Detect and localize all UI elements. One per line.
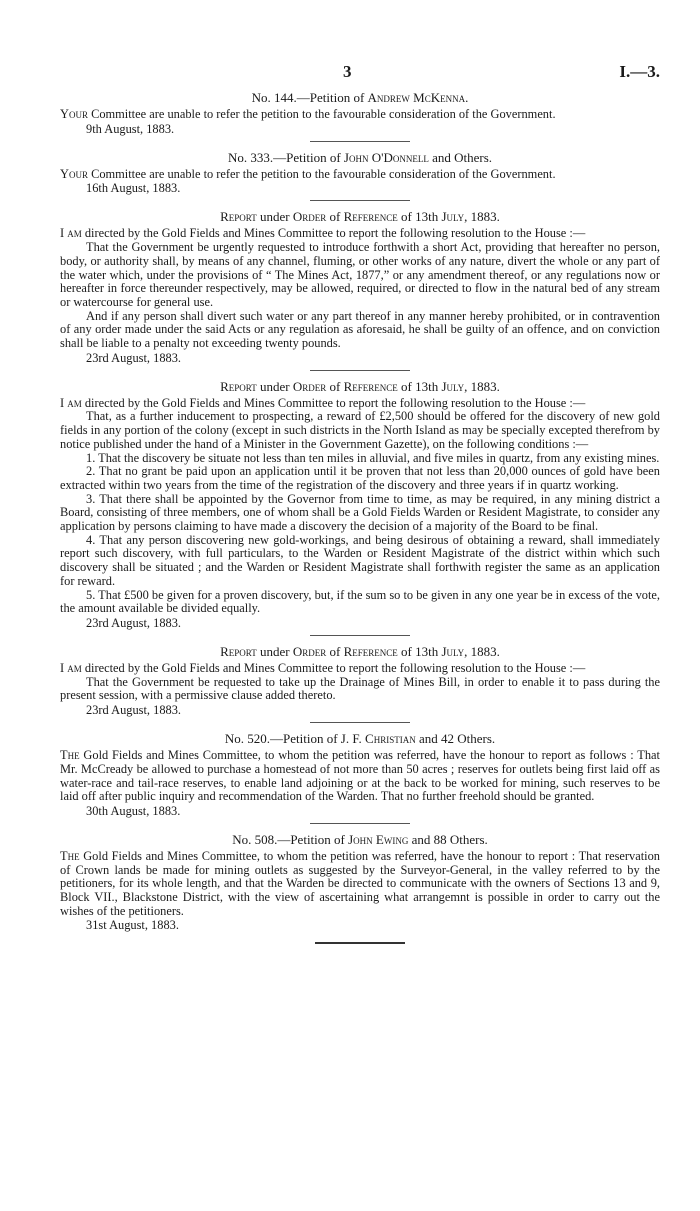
section-paragraph: I am directed by the Gold Fields and Mines Committee to report the following resolution to the House :— xyxy=(60,395,586,410)
lead-word: Your xyxy=(60,107,88,121)
section-paragraph: I am directed by the Gold Fields and Mines Committee to report the following resolution to the House :— xyxy=(60,660,586,675)
page-header xyxy=(60,62,660,90)
section-title: Report under Order of Reference of 13th July, 1883. xyxy=(220,378,500,394)
section-title: No. 520.—Petition of J. F. Christian and 42 Others. xyxy=(224,731,496,747)
document-page xyxy=(60,62,660,951)
section-divider xyxy=(310,722,410,723)
section-date: 23rd August, 1883. xyxy=(86,615,181,630)
lead-word: The xyxy=(60,848,80,863)
section-date: 23rd August, 1883. xyxy=(86,703,181,718)
section-date: 16th August, 1883. xyxy=(86,181,181,196)
condition-item: 4. That any person discovering new gold-workings, and being desirous of obtaining a reward, shall immediately report such discovery, with full particulars, to the Warden or Resident Magistrate of the district within which such discovery shall be situated ; and the Warden or Resident Magistrate shall forthwith register the same as an application for reward. xyxy=(60,532,660,588)
section-divider xyxy=(310,635,410,636)
end-divider xyxy=(315,942,405,944)
section-title: No. 508.—Petition of John Ewing and 88 Others. xyxy=(232,831,488,847)
section-date: 9th August, 1883. xyxy=(86,121,175,136)
section-paragraph: The Gold Fields and Mines Committee, to whom the petition was referred, have the honour to report as follows : That Mr. McCready be allowed to purchase a homestead of not more than 50 acres ; reserves for outlets being first laid off as water-race and tail-race reserves, to enable land adjoining or at the back to be worked for mining, such reserves to be laid off after public inquiry and recommendation of the Warden. That no further freehold should be granted. xyxy=(60,748,660,804)
condition-item: 5. That £500 be given for a proven discovery, but, if the sum so to be given in any one year be in excess of the vote, the amount available be divided equally. xyxy=(60,587,660,616)
section-divider xyxy=(310,200,410,201)
section-title: No. 333.—Petition of John O'Donnell and Others. xyxy=(227,149,493,165)
report-section xyxy=(60,209,660,370)
section-date: 31st August, 1883. xyxy=(86,918,179,933)
condition-item: 2. That no grant be paid upon an application until it be proven that not less than 20,000 ounces of gold have been extracted within two years from the time of the registration of the discovery and three years if in quartz working. xyxy=(60,464,660,492)
section-divider xyxy=(310,141,410,142)
lead-word: I am xyxy=(60,660,82,675)
petition-section xyxy=(60,90,660,142)
petitioner-name: John O'Donnell xyxy=(343,149,429,165)
condition-item: 1. That the discovery be situate not less than ten miles in alluvial, and five miles in quartz, from any existing mines. xyxy=(86,450,660,465)
section-title: Report under Order of Reference of 13th July, 1883. xyxy=(220,209,500,225)
section-divider xyxy=(310,823,410,824)
section-paragraph: That, as a further inducement to prospecting, a reward of £2,500 should be offered for the discovery of new gold fields in any portion of the colony (except in such districts in the North Island as may be specially excepted therefrom by notice published under the hand of a Minister in the Government Gazette), on the following conditions :— xyxy=(60,409,660,451)
page-reference: I.—3. xyxy=(619,62,660,81)
section-title: Report under Order of Reference of 13th July, 1883. xyxy=(220,643,500,659)
report-section xyxy=(60,379,660,636)
section-paragraph: The Gold Fields and Mines Committee, to whom the petition was referred, have the honour to report : That reservation of Crown lands be made for mining outlets as suggested by the Surveyor-General, in the valley referred to by the petitioners, for its whole length, and that the Warden be directed to communicate with the owners of Sections 13 and 9, Block VII., Blackstone District, with the view of ascertaining what arrangemnt is possible in order to carry out the wishes of the petitioners. xyxy=(60,848,660,918)
lead-word: The xyxy=(60,748,80,763)
section-paragraph: And if any person shall divert such water or any part thereof in any manner hereby prohibited, or in contravention of any order made under the said Acts or any regulation as aforesaid, he shall be guilty of an offence, and on conviction shall be liable to a penalty not exceeding twenty pounds. xyxy=(60,308,660,351)
petitioner-name: Andrew McKenna xyxy=(367,90,466,105)
section-date: 23rd August, 1883. xyxy=(86,350,181,365)
condition-item: 3. That there shall be appointed by the Governor from time to time, as may be required, in any mining district a Board, consisting of three members, one of whom shall be a Gold Fields Warden or Resident Magistrate, to consider any application by persons claiming to have made a discovery the decision of a majority of the Board to be final. xyxy=(60,491,660,534)
section-paragraph: Your Committee are unable to refer the petition to the favourable consideration of the Government. xyxy=(60,107,556,121)
lead-word: Your xyxy=(60,166,88,181)
report-section xyxy=(60,644,660,723)
petition-section xyxy=(60,832,660,945)
section-divider xyxy=(310,370,410,371)
section-paragraph: That the Government be urgently requested to introduce forthwith a short Act, providing that hereafter no person, body, or authority shall, by means of any channel, fluming, or other works of any nature, divert the whole or any part of the water which, under the provisions of “ The Mines Act, 1877,” or any amendment thereof, or any regulations now or hereafter in force thereunder respectively, may be allowed, required, or directed to flow in the natural bed of any stream or watercourse for general use. xyxy=(60,240,660,309)
petition-section xyxy=(60,731,660,824)
page-number: 3 xyxy=(343,62,352,81)
lead-word: I am xyxy=(60,226,82,241)
petitioner-name: J. F. Christian xyxy=(340,731,416,747)
section-paragraph: Your Committee are unable to refer the petition to the favourable consideration of the Government. xyxy=(60,166,556,181)
section-title: No. 144.—Petition of Andrew McKenna. xyxy=(251,90,469,105)
petition-section xyxy=(60,150,660,202)
section-paragraph: That the Government be requested to take up the Drainage of Mines Bill, in order to enable it to pass during the present session, with a permissive clause added thereto. xyxy=(60,674,660,703)
lead-word: I am xyxy=(60,395,82,410)
section-date: 30th August, 1883. xyxy=(86,803,181,818)
section-paragraph: I am directed by the Gold Fields and Mines Committee to report the following resolution to the House :— xyxy=(60,226,586,241)
petitioner-name: John Ewing xyxy=(348,831,409,847)
